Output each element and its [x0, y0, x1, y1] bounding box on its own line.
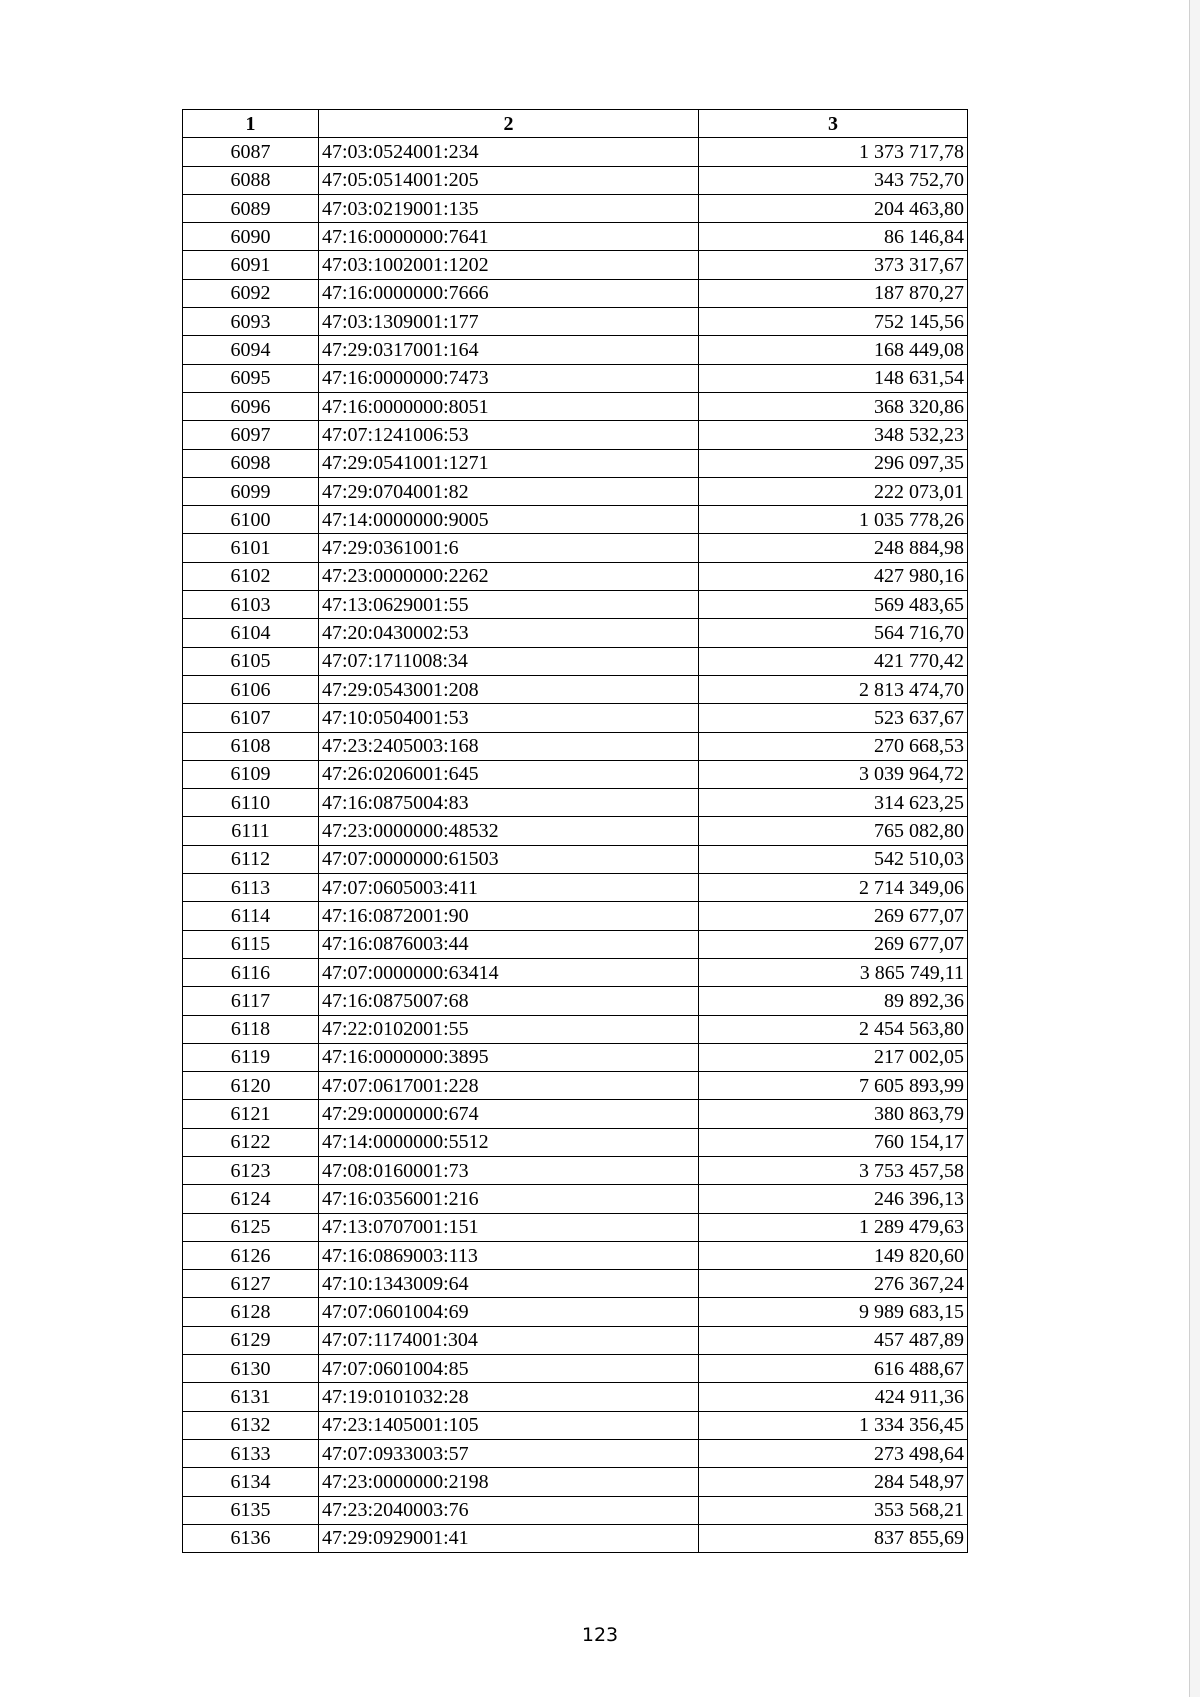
table-row [183, 1468, 968, 1496]
cadastral-value: 296 097,35 [699, 449, 968, 477]
table-row [183, 223, 968, 251]
table-row [183, 817, 968, 845]
table-row [183, 1241, 968, 1269]
row-number: 6108 [183, 732, 319, 760]
table-row [183, 562, 968, 590]
cadastral-number: 47:07:1711008:34 [319, 647, 699, 675]
table-body [183, 138, 968, 1553]
table-header [183, 110, 968, 138]
cadastral-value: 343 752,70 [699, 166, 968, 194]
cadastral-number: 47:13:0629001:55 [319, 591, 699, 619]
row-number: 6135 [183, 1496, 319, 1524]
cadastral-number: 47:29:0317001:164 [319, 336, 699, 364]
row-number: 6133 [183, 1439, 319, 1467]
cadastral-value: 3 039 964,72 [699, 760, 968, 788]
table-row [183, 1185, 968, 1213]
cadastral-number: 47:07:0601004:69 [319, 1298, 699, 1326]
row-number: 6132 [183, 1411, 319, 1439]
table-row [183, 732, 968, 760]
cadastral-value: 269 677,07 [699, 930, 968, 958]
cadastral-number: 47:23:2405003:168 [319, 732, 699, 760]
cadastral-value: 380 863,79 [699, 1100, 968, 1128]
row-number: 6087 [183, 138, 319, 166]
table-row [183, 760, 968, 788]
cadastral-number: 47:16:0872001:90 [319, 902, 699, 930]
header-row [183, 110, 968, 138]
cadastral-value: 246 396,13 [699, 1185, 968, 1213]
cadastral-number: 47:14:0000000:5512 [319, 1128, 699, 1156]
cadastral-value: 314 623,25 [699, 789, 968, 817]
page-edge [1189, 0, 1200, 1697]
header-col-3: 3 [699, 110, 968, 138]
cadastral-number: 47:16:0000000:7641 [319, 223, 699, 251]
cadastral-number: 47:23:1405001:105 [319, 1411, 699, 1439]
cadastral-number: 47:26:0206001:645 [319, 760, 699, 788]
cadastral-value: 1 289 479,63 [699, 1213, 968, 1241]
table-row [183, 1156, 968, 1184]
table-row [183, 364, 968, 392]
table-row [183, 1326, 968, 1354]
cadastral-number: 47:10:0504001:53 [319, 704, 699, 732]
row-number: 6100 [183, 506, 319, 534]
cadastral-value: 457 487,89 [699, 1326, 968, 1354]
table-row [183, 789, 968, 817]
cadastral-number: 47:07:0601004:85 [319, 1355, 699, 1383]
table-row [183, 845, 968, 873]
cadastral-value: 564 716,70 [699, 619, 968, 647]
cadastral-value: 523 637,67 [699, 704, 968, 732]
table-row [183, 958, 968, 986]
header-col-2: 2 [319, 110, 699, 138]
cadastral-number: 47:14:0000000:9005 [319, 506, 699, 534]
cadastral-value: 7 605 893,99 [699, 1072, 968, 1100]
row-number: 6134 [183, 1468, 319, 1496]
table-row [183, 987, 968, 1015]
row-number: 6123 [183, 1156, 319, 1184]
table-row [183, 308, 968, 336]
table-row [183, 1496, 968, 1524]
table-row [183, 1439, 968, 1467]
cadastral-number: 47:07:1241006:53 [319, 421, 699, 449]
table-row [183, 704, 968, 732]
table-row [183, 1100, 968, 1128]
cadastral-number: 47:23:0000000:2262 [319, 562, 699, 590]
cadastral-value: 765 082,80 [699, 817, 968, 845]
row-number: 6102 [183, 562, 319, 590]
row-number: 6128 [183, 1298, 319, 1326]
cadastral-value-table [182, 109, 968, 1553]
cadastral-value: 569 483,65 [699, 591, 968, 619]
table-row [183, 1213, 968, 1241]
cadastral-number: 47:05:0514001:205 [319, 166, 699, 194]
row-number: 6113 [183, 874, 319, 902]
table-row [183, 392, 968, 420]
cadastral-value: 353 568,21 [699, 1496, 968, 1524]
row-number: 6116 [183, 958, 319, 986]
cadastral-number: 47:03:0219001:135 [319, 194, 699, 222]
row-number: 6130 [183, 1355, 319, 1383]
cadastral-number: 47:03:1309001:177 [319, 308, 699, 336]
table-row [183, 930, 968, 958]
table-row [183, 449, 968, 477]
row-number: 6094 [183, 336, 319, 364]
cadastral-value: 273 498,64 [699, 1439, 968, 1467]
table-row [183, 477, 968, 505]
table-row [183, 1411, 968, 1439]
table-row [183, 1015, 968, 1043]
table-row [183, 647, 968, 675]
cadastral-value: 269 677,07 [699, 902, 968, 930]
cadastral-value: 89 892,36 [699, 987, 968, 1015]
cadastral-value: 368 320,86 [699, 392, 968, 420]
table-row [183, 506, 968, 534]
table-row [183, 138, 968, 166]
row-number: 6109 [183, 760, 319, 788]
table-row [183, 874, 968, 902]
row-number: 6103 [183, 591, 319, 619]
cadastral-value: 148 631,54 [699, 364, 968, 392]
row-number: 6127 [183, 1270, 319, 1298]
row-number: 6119 [183, 1043, 319, 1071]
row-number: 6118 [183, 1015, 319, 1043]
table-row [183, 336, 968, 364]
cadastral-value: 222 073,01 [699, 477, 968, 505]
row-number: 6088 [183, 166, 319, 194]
table-row [183, 251, 968, 279]
row-number: 6122 [183, 1128, 319, 1156]
table-row [183, 902, 968, 930]
row-number: 6098 [183, 449, 319, 477]
row-number: 6124 [183, 1185, 319, 1213]
row-number: 6092 [183, 279, 319, 307]
cadastral-value: 217 002,05 [699, 1043, 968, 1071]
cadastral-number: 47:23:2040003:76 [319, 1496, 699, 1524]
table-row [183, 675, 968, 703]
cadastral-number: 47:07:0605003:411 [319, 874, 699, 902]
cadastral-value: 204 463,80 [699, 194, 968, 222]
row-number: 6117 [183, 987, 319, 1015]
table-row [183, 1270, 968, 1298]
table-row [183, 1383, 968, 1411]
cadastral-number: 47:16:0000000:7473 [319, 364, 699, 392]
row-number: 6136 [183, 1524, 319, 1552]
cadastral-value: 1 334 356,45 [699, 1411, 968, 1439]
row-number: 6112 [183, 845, 319, 873]
cadastral-number: 47:16:0875004:83 [319, 789, 699, 817]
cadastral-value: 9 989 683,15 [699, 1298, 968, 1326]
table-row [183, 619, 968, 647]
cadastral-number: 47:19:0101032:28 [319, 1383, 699, 1411]
table-row [183, 279, 968, 307]
row-number: 6125 [183, 1213, 319, 1241]
cadastral-number: 47:16:0356001:216 [319, 1185, 699, 1213]
cadastral-value: 752 145,56 [699, 308, 968, 336]
cadastral-number: 47:03:1002001:1202 [319, 251, 699, 279]
row-number: 6105 [183, 647, 319, 675]
header-col-1: 1 [183, 110, 319, 138]
cadastral-value: 2 454 563,80 [699, 1015, 968, 1043]
table-row [183, 1298, 968, 1326]
cadastral-number: 47:07:0000000:61503 [319, 845, 699, 873]
cadastral-number: 47:03:0524001:234 [319, 138, 699, 166]
cadastral-number: 47:13:0707001:151 [319, 1213, 699, 1241]
row-number: 6111 [183, 817, 319, 845]
table-row [183, 421, 968, 449]
cadastral-number: 47:22:0102001:55 [319, 1015, 699, 1043]
cadastral-number: 47:07:0617001:228 [319, 1072, 699, 1100]
cadastral-value: 3 753 457,58 [699, 1156, 968, 1184]
cadastral-number: 47:29:0704001:82 [319, 477, 699, 505]
table-row [183, 1524, 968, 1552]
row-number: 6110 [183, 789, 319, 817]
row-number: 6097 [183, 421, 319, 449]
cadastral-value: 424 911,36 [699, 1383, 968, 1411]
row-number: 6091 [183, 251, 319, 279]
cadastral-number: 47:29:0543001:208 [319, 675, 699, 703]
cadastral-number: 47:29:0000000:674 [319, 1100, 699, 1128]
table-row [183, 1072, 968, 1100]
row-number: 6089 [183, 194, 319, 222]
cadastral-value: 616 488,67 [699, 1355, 968, 1383]
cadastral-number: 47:29:0929001:41 [319, 1524, 699, 1552]
cadastral-number: 47:10:1343009:64 [319, 1270, 699, 1298]
row-number: 6104 [183, 619, 319, 647]
cadastral-number: 47:16:0000000:8051 [319, 392, 699, 420]
cadastral-value: 542 510,03 [699, 845, 968, 873]
row-number: 6126 [183, 1241, 319, 1269]
cadastral-value: 2 813 474,70 [699, 675, 968, 703]
page-number: 123 [581, 1624, 619, 1646]
table-row [183, 1355, 968, 1383]
cadastral-value: 168 449,08 [699, 336, 968, 364]
row-number: 6129 [183, 1326, 319, 1354]
cadastral-value: 276 367,24 [699, 1270, 968, 1298]
cadastral-number: 47:07:0000000:63414 [319, 958, 699, 986]
cadastral-value: 348 532,23 [699, 421, 968, 449]
row-number: 6107 [183, 704, 319, 732]
table-row [183, 1043, 968, 1071]
cadastral-number: 47:08:0160001:73 [319, 1156, 699, 1184]
row-number: 6095 [183, 364, 319, 392]
row-number: 6096 [183, 392, 319, 420]
cadastral-value: 427 980,16 [699, 562, 968, 590]
cadastral-number: 47:29:0541001:1271 [319, 449, 699, 477]
cadastral-number: 47:16:0000000:3895 [319, 1043, 699, 1071]
table-row [183, 166, 968, 194]
cadastral-number: 47:16:0000000:7666 [319, 279, 699, 307]
cadastral-value: 760 154,17 [699, 1128, 968, 1156]
cadastral-value: 248 884,98 [699, 534, 968, 562]
table-row [183, 591, 968, 619]
cadastral-value: 373 317,67 [699, 251, 968, 279]
row-number: 6093 [183, 308, 319, 336]
cadastral-number: 47:23:0000000:48532 [319, 817, 699, 845]
cadastral-number: 47:29:0361001:6 [319, 534, 699, 562]
cadastral-value: 270 668,53 [699, 732, 968, 760]
table-row [183, 534, 968, 562]
table-row [183, 194, 968, 222]
cadastral-number: 47:16:0869003:113 [319, 1241, 699, 1269]
cadastral-value: 86 146,84 [699, 223, 968, 251]
row-number: 6120 [183, 1072, 319, 1100]
cadastral-value: 2 714 349,06 [699, 874, 968, 902]
row-number: 6106 [183, 675, 319, 703]
cadastral-value: 1 035 778,26 [699, 506, 968, 534]
row-number: 6090 [183, 223, 319, 251]
cadastral-value: 1 373 717,78 [699, 138, 968, 166]
row-number: 6099 [183, 477, 319, 505]
row-number: 6114 [183, 902, 319, 930]
cadastral-number: 47:23:0000000:2198 [319, 1468, 699, 1496]
cadastral-value: 3 865 749,11 [699, 958, 968, 986]
cadastral-value: 284 548,97 [699, 1468, 968, 1496]
row-number: 6131 [183, 1383, 319, 1411]
cadastral-number: 47:16:0876003:44 [319, 930, 699, 958]
row-number: 6101 [183, 534, 319, 562]
row-number: 6121 [183, 1100, 319, 1128]
cadastral-value: 149 820,60 [699, 1241, 968, 1269]
cadastral-value: 421 770,42 [699, 647, 968, 675]
cadastral-number: 47:20:0430002:53 [319, 619, 699, 647]
cadastral-value: 187 870,27 [699, 279, 968, 307]
row-number: 6115 [183, 930, 319, 958]
cadastral-value: 837 855,69 [699, 1524, 968, 1552]
cadastral-number: 47:16:0875007:68 [319, 987, 699, 1015]
table-row [183, 1128, 968, 1156]
cadastral-number: 47:07:0933003:57 [319, 1439, 699, 1467]
cadastral-number: 47:07:1174001:304 [319, 1326, 699, 1354]
